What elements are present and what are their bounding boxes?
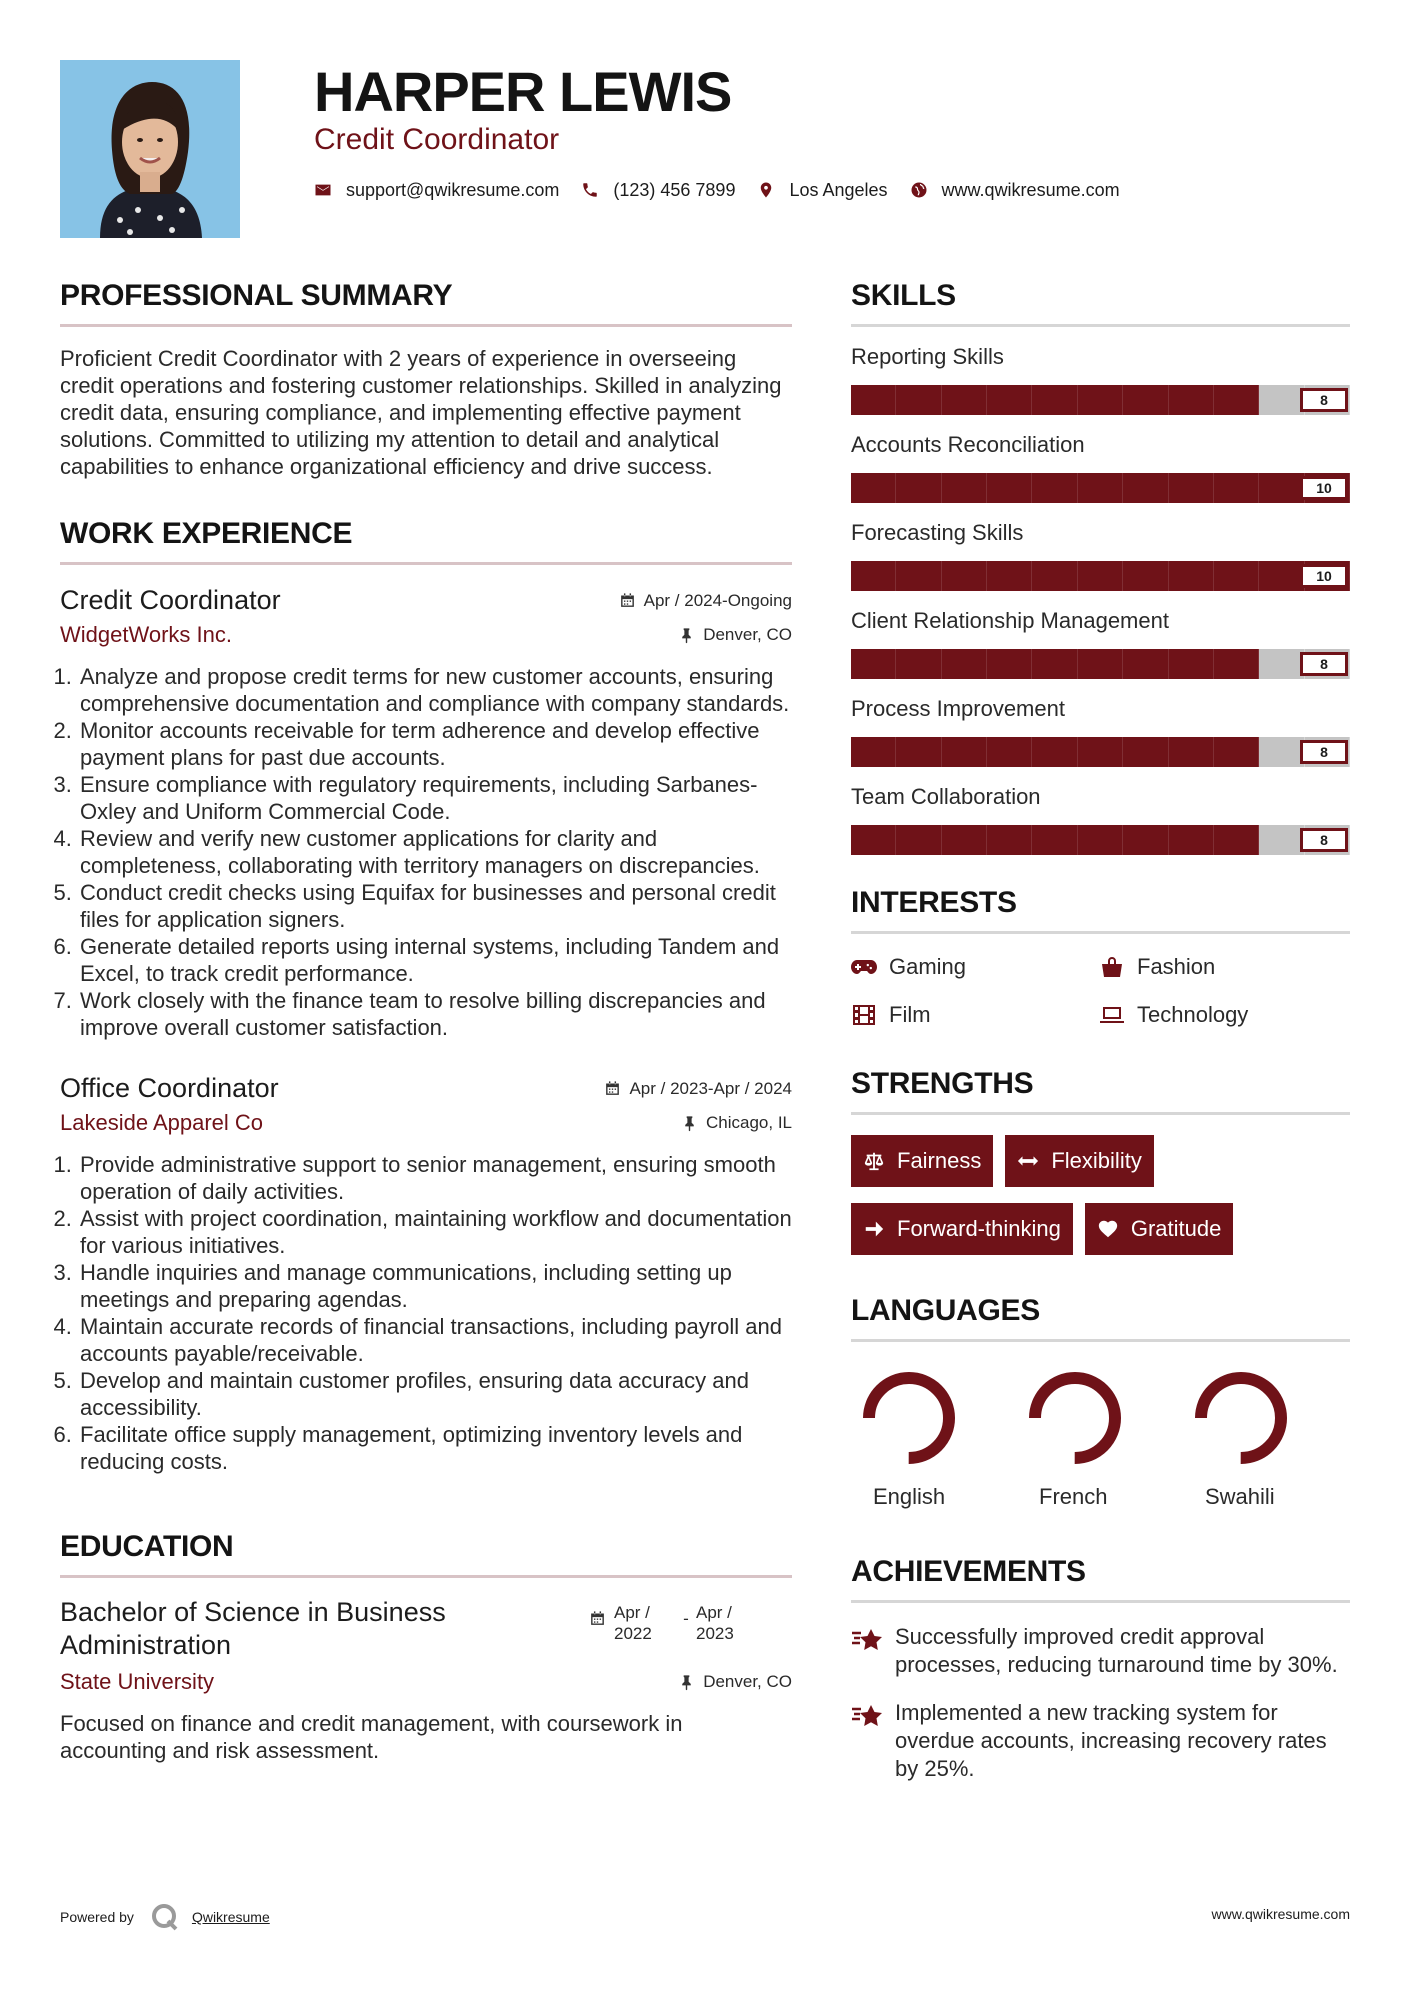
language-proficiency-ring: [861, 1370, 957, 1466]
job-dates: Apr / 2023-Apr / 2024: [604, 1079, 792, 1099]
list-item: 4. Maintain accurate records of financial transactions, including payroll and accounts payable/receivable.: [78, 1313, 792, 1367]
skill-bar-segment: [1259, 561, 1304, 591]
interests-grid: [851, 954, 1350, 1028]
skill-bar-segment: [942, 825, 987, 855]
list-item: 5. Develop and maintain customer profiles, ensuring data accuracy and accessibility.: [78, 1367, 792, 1421]
list-item: 1. Analyze and propose credit terms for new customer accounts, ensuring comprehensive documentation and compliance with company standards.: [78, 663, 792, 717]
section-heading: INTERESTS: [851, 885, 1350, 934]
strengths-section: [851, 1066, 1350, 1271]
list-item: 3. Ensure compliance with regulatory requirements, including Sarbanes-Oxley and Uniform Commercial Code.: [78, 771, 792, 825]
list-item: 2. Assist with project coordination, maintaining workflow and documentation for various initiatives.: [78, 1205, 792, 1259]
skill-bar-segment: [896, 737, 941, 767]
map-pin-icon: [757, 181, 775, 199]
list-item: 4. Review and verify new customer applications for clarity and completeness, collaborating with territory managers on discrepancies.: [78, 825, 792, 879]
skill-bar-segment: [1214, 473, 1259, 503]
skill-bar-segment: [1214, 737, 1259, 767]
job-location: Denver, CO: [678, 625, 792, 645]
globe-icon: [910, 181, 928, 199]
interests-section: [851, 885, 1350, 1028]
strengths-list: [851, 1135, 1350, 1271]
footer-website[interactable]: www.qwikresume.com: [1211, 1906, 1350, 1922]
edu-date-separator: -: [683, 1609, 689, 1628]
skill-bar-segment: [987, 385, 1032, 415]
candidate-role: Credit Coordinator: [314, 123, 560, 156]
skill-item: [851, 519, 1350, 591]
skill-bar-segment: [1169, 825, 1214, 855]
achievements-section: [851, 1554, 1350, 1783]
skill-item: [851, 695, 1350, 767]
edu-degree: Bachelor of Science in Business Administration: [60, 1597, 446, 1660]
language-proficiency-arc: [869, 1378, 949, 1458]
language-item: [851, 1370, 1017, 1510]
star-icon: [851, 1701, 885, 1731]
skill-bar-segment: [1123, 473, 1168, 503]
skill-bar-segment: [1214, 649, 1259, 679]
summary-text: Proficient Credit Coordinator with 2 years of experience in overseeing credit operations and fostering customer relationships. Skilled in analyzing credit data, ensuring compliance, and implementing effective payment solutions. Committed to utilizing my attention to detail and analytical capabilities to enhance organizational efficiency and drive success.: [60, 346, 782, 479]
skill-bar-segment: [987, 649, 1032, 679]
skill-level-value: 8: [1300, 388, 1348, 412]
footer-powered-by: Powered by Qwikresume: [60, 1902, 270, 1932]
language-item: [1017, 1370, 1183, 1510]
language-proficiency-ring: [1027, 1370, 1123, 1466]
skill-bar-segment: [1032, 649, 1077, 679]
skill-level-value: 8: [1300, 828, 1348, 852]
skill-bar-segment: [942, 561, 987, 591]
language-name: French: [1039, 1484, 1108, 1509]
envelope-icon: [314, 181, 332, 199]
skill-bar-segment: [1259, 473, 1304, 503]
language-name: Swahili: [1205, 1484, 1275, 1509]
skill-bar-segment: [1078, 561, 1123, 591]
skill-item: [851, 431, 1350, 503]
skill-bar-segment: [1032, 825, 1077, 855]
skill-level-bar: [851, 385, 1350, 415]
strength-chip: Forward-thinking: [851, 1203, 1073, 1255]
skill-bar-segment: [1259, 737, 1304, 767]
job-location: Chicago, IL: [681, 1113, 792, 1133]
skill-bar-segment: [1214, 825, 1259, 855]
contact-email[interactable]: support@qwikresume.com: [314, 178, 559, 202]
language-name: English: [873, 1484, 946, 1509]
skill-level-value: 10: [1300, 476, 1348, 500]
calendar-icon: [604, 1080, 621, 1097]
experience-section: [60, 516, 792, 1475]
skill-bar-segment: [1078, 473, 1123, 503]
skill-bar-segment: [1169, 649, 1214, 679]
qwikresume-logo-icon: [150, 1902, 180, 1932]
job-entry: [60, 583, 792, 1041]
skill-bar-segment: [851, 825, 896, 855]
contact-location: Los Angeles: [757, 178, 887, 202]
list-item: 1. Provide administrative support to senior management, ensuring smooth operation of daily activities.: [78, 1151, 792, 1205]
strength-chip: Gratitude: [1085, 1203, 1234, 1255]
skill-label: Forecasting Skills: [851, 520, 1024, 545]
skills-section: [851, 278, 1350, 855]
skill-bar-segment: [987, 561, 1032, 591]
skill-bar-segment: [987, 473, 1032, 503]
skill-bar-segment: [1078, 825, 1123, 855]
section-heading: WORK EXPERIENCE: [60, 516, 792, 565]
calendar-icon: [589, 1610, 606, 1627]
heart-icon: [1097, 1218, 1119, 1240]
candidate-name: HARPER LEWIS: [314, 60, 732, 123]
film-icon: [851, 1004, 877, 1026]
skill-bar-segment: [1123, 737, 1168, 767]
section-heading: LANGUAGES: [851, 1293, 1350, 1342]
skill-bar-segment: [851, 737, 896, 767]
strength-chip: Flexibility: [1005, 1135, 1153, 1187]
skill-label: Accounts Reconciliation: [851, 432, 1085, 457]
skill-bar-segment: [896, 561, 941, 591]
skill-bar-segment: [1214, 561, 1259, 591]
job-title: Office Coordinator: [60, 1073, 279, 1103]
skill-bar-segment: [851, 649, 896, 679]
skill-bar-segment: [851, 473, 896, 503]
skill-bar-segment: [1169, 561, 1214, 591]
job-dates: Apr / 2024-Ongoing: [619, 591, 792, 611]
skill-bar-segment: [1123, 825, 1168, 855]
skill-bar-segment: [1032, 473, 1077, 503]
skill-bar-segment: [942, 385, 987, 415]
edu-description: Focused on finance and credit management, with coursework in accounting and risk assessment.: [60, 1711, 683, 1763]
languages-list: [851, 1370, 1350, 1510]
skill-level-bar: [851, 825, 1350, 855]
language-item: [1183, 1370, 1349, 1510]
section-heading: PROFESSIONAL SUMMARY: [60, 278, 792, 327]
edu-end-date: Apr / 2023: [696, 1603, 734, 1643]
skill-bar-segment: [942, 473, 987, 503]
left-column: [60, 278, 792, 1764]
pushpin-icon: [678, 1674, 695, 1691]
skill-bar-segment: [1078, 737, 1123, 767]
language-proficiency-arc: [1035, 1378, 1115, 1458]
section-heading: STRENGTHS: [851, 1066, 1350, 1115]
contact-website[interactable]: www.qwikresume.com: [910, 178, 1120, 202]
section-heading: ACHIEVEMENTS: [851, 1554, 1350, 1603]
job-duties: [60, 1151, 792, 1475]
skill-bar-segment: [851, 561, 896, 591]
skill-level-bar: [851, 649, 1350, 679]
contact-phone[interactable]: (123) 456 7899: [581, 178, 735, 202]
skill-level-bar: [851, 473, 1350, 503]
skill-level-value: 10: [1300, 564, 1348, 588]
strength-chip: Fairness: [851, 1135, 993, 1187]
interest-item: Gaming: [851, 954, 1099, 980]
calendar-icon: [619, 592, 636, 609]
summary-section: [60, 278, 792, 480]
skill-bar-segment: [1259, 385, 1304, 415]
skill-bar-segment: [851, 385, 896, 415]
star-icon: [851, 1625, 885, 1655]
skill-bar-segment: [1259, 649, 1304, 679]
skill-item: [851, 783, 1350, 855]
list-item: 3. Handle inquiries and manage communications, including setting up meetings and preparing agendas.: [78, 1259, 792, 1313]
skill-bar-segment: [1123, 561, 1168, 591]
skill-level-bar: [851, 737, 1350, 767]
interest-item: Film: [851, 1002, 1099, 1028]
right-column: [851, 278, 1350, 1783]
skill-bar-segment: [942, 737, 987, 767]
skill-label: Reporting Skills: [851, 344, 1004, 369]
skill-bar-segment: [896, 825, 941, 855]
languages-section: [851, 1293, 1350, 1510]
list-item: 5. Conduct credit checks using Equifax for businesses and personal credit files for application signers.: [78, 879, 792, 933]
skill-bar-segment: [1032, 385, 1077, 415]
skill-bar-segment: [896, 385, 941, 415]
section-heading: SKILLS: [851, 278, 1350, 327]
skill-bar-segment: [1259, 825, 1304, 855]
skill-bar-segment: [896, 649, 941, 679]
arrow-right-icon: [863, 1218, 885, 1240]
arrows-horizontal-icon: [1017, 1150, 1039, 1172]
skill-bar-segment: [1123, 385, 1168, 415]
phone-icon: [581, 181, 599, 199]
skill-bar-segment: [1214, 385, 1259, 415]
edu-location: Denver, CO: [678, 1672, 792, 1692]
pushpin-icon: [678, 627, 695, 644]
language-proficiency-ring: [1193, 1370, 1289, 1466]
skill-bar-segment: [987, 825, 1032, 855]
skill-item: [851, 607, 1350, 679]
list-item: 6. Generate detailed reports using internal systems, including Tandem and Excel, to track credit performance.: [78, 933, 792, 987]
job-entry: [60, 1071, 792, 1475]
skill-bar-segment: [1032, 561, 1077, 591]
interest-item: Fashion: [1099, 954, 1339, 980]
skill-bar-segment: [1078, 649, 1123, 679]
balance-scale-icon: [863, 1150, 885, 1172]
skill-item: [851, 343, 1350, 415]
edu-dates: [589, 1602, 758, 1662]
contact-bar: [314, 178, 1142, 202]
list-item: 7. Work closely with the finance team to resolve billing discrepancies and improve overall customer satisfaction.: [78, 987, 792, 1041]
skill-label: Team Collaboration: [851, 784, 1041, 809]
skill-label: Client Relationship Management: [851, 608, 1169, 633]
skills-list: [851, 343, 1350, 855]
shopping-bag-icon: [1099, 956, 1125, 978]
pushpin-icon: [681, 1115, 698, 1132]
language-proficiency-arc: [1201, 1378, 1281, 1458]
edu-school: State University: [60, 1669, 215, 1694]
section-heading: EDUCATION: [60, 1529, 792, 1578]
skill-bar-segment: [1123, 649, 1168, 679]
list-item: 2. Monitor accounts receivable for term adherence and develop effective payment plans for past due accounts.: [78, 717, 792, 771]
job-company: WidgetWorks Inc.: [60, 622, 232, 647]
job-title: Credit Coordinator: [60, 585, 281, 615]
skill-bar-segment: [987, 737, 1032, 767]
profile-photo: [60, 60, 240, 238]
skill-label: Process Improvement: [851, 696, 1065, 721]
list-item: 6. Facilitate office supply management, optimizing inventory levels and reducing costs.: [78, 1421, 792, 1475]
laptop-icon: [1099, 1004, 1125, 1026]
skill-bar-segment: [1169, 473, 1214, 503]
skill-bar-segment: [896, 473, 941, 503]
skill-bar-segment: [1169, 737, 1214, 767]
job-company: Lakeside Apparel Co: [60, 1110, 264, 1135]
achievement-item: Successfully improved credit approval processes, reducing turnaround time by 30%.: [851, 1623, 1350, 1679]
job-duties: [60, 663, 792, 1041]
skill-level-value: 8: [1300, 740, 1348, 764]
interest-item: Technology: [1099, 1002, 1339, 1028]
skill-bar-segment: [1032, 737, 1077, 767]
skill-bar-segment: [1169, 385, 1214, 415]
skill-bar-segment: [942, 649, 987, 679]
edu-start-date: Apr / 2022: [614, 1603, 652, 1643]
education-section: [60, 1529, 792, 1764]
skill-level-bar: [851, 561, 1350, 591]
skill-level-value: 8: [1300, 652, 1348, 676]
footer-brand-link[interactable]: Qwikresume: [191, 1909, 270, 1925]
gamepad-icon: [851, 956, 877, 978]
achievement-item: Implemented a new tracking system for overdue accounts, increasing recovery rates by 25%.: [851, 1699, 1350, 1783]
skill-bar-segment: [1078, 385, 1123, 415]
